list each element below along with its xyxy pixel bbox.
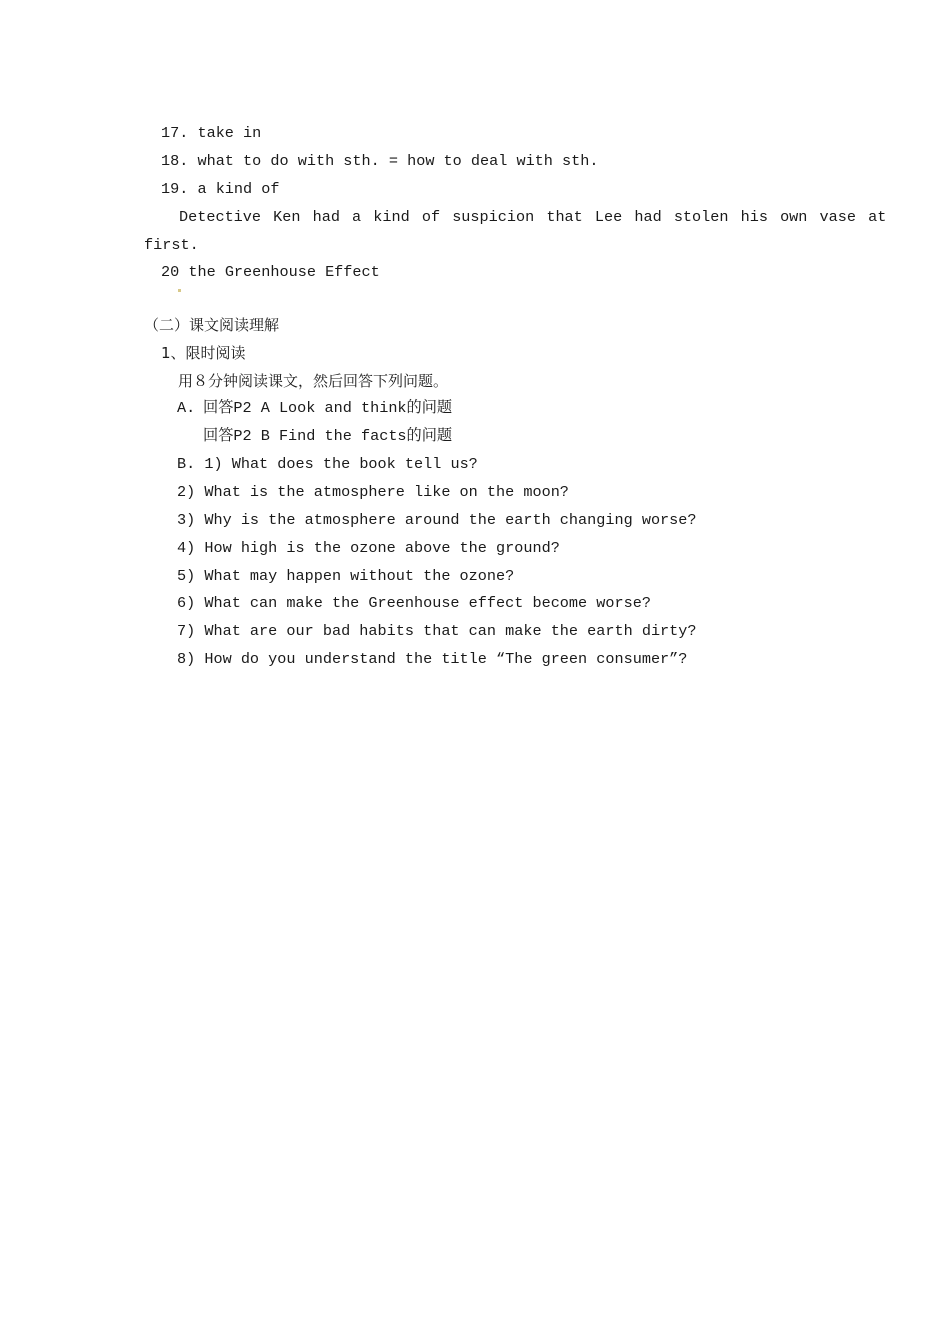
question-4 <box>177 538 560 558</box>
vocab-text: a kind of <box>197 180 280 198</box>
subheading: 1、限时阅读 <box>161 344 246 362</box>
vocab-text: the Greenhouse Effect <box>188 263 380 281</box>
part-b-label: B. <box>177 455 196 473</box>
question-text: Why is the atmosphere around the earth changing worse? <box>204 511 697 529</box>
question-3 <box>177 510 697 530</box>
vocab-text: what to do with sth. = how to deal with sth. <box>197 152 599 170</box>
vocab-number: 18. <box>161 152 189 170</box>
part-a-line-1: 回答P2 A Look and think的问题 <box>203 399 453 417</box>
question-text: What does the book tell us? <box>231 455 478 473</box>
instruction: 用８分钟阅读课文，然后回答下列问题。 <box>178 372 449 390</box>
part-a-label: A. <box>177 399 196 417</box>
question-number: 4) <box>177 539 196 557</box>
question-text: What can make the Greenhouse effect become worse? <box>204 594 651 612</box>
part-a-line-2: 回答P2 B Find the facts的问题 <box>203 427 453 445</box>
question-number: 2) <box>177 483 196 501</box>
vocab-number: 17. <box>161 124 189 142</box>
question-number: 1) <box>204 455 223 473</box>
example-sentence-line-1: Detective Ken had a kind of suspicion that Lee had stolen his own vase at <box>179 208 887 226</box>
question-text: What may happen without the ozone? <box>204 567 515 585</box>
question-6 <box>177 593 651 613</box>
vocab-item-17 <box>161 123 261 143</box>
question-text: What are our bad habits that can make the earth dirty? <box>204 622 697 640</box>
question-text: How high is the ozone above the ground? <box>204 539 560 557</box>
vocab-number: 20 <box>161 263 180 281</box>
vocab-item-20 <box>161 262 380 282</box>
vocab-item-19 <box>161 179 280 199</box>
question-text: What is the atmosphere like on the moon? <box>204 483 569 501</box>
question-number: 7) <box>177 622 196 640</box>
question-5 <box>177 566 514 586</box>
section-heading: （二）课文阅读理解 <box>144 316 280 334</box>
question-number: 3) <box>177 511 196 529</box>
question-number: 8) <box>177 650 196 668</box>
vocab-item-18 <box>161 151 598 171</box>
vocab-text: take in <box>197 124 262 142</box>
question-8 <box>177 649 687 669</box>
question-text: How do you understand the title “The green consumer”? <box>204 650 688 668</box>
part-b-line-1 <box>177 454 478 474</box>
question-number: 5) <box>177 567 196 585</box>
question-7 <box>177 621 697 641</box>
question-number: 6) <box>177 594 196 612</box>
vocab-number: 19. <box>161 180 189 198</box>
question-2 <box>177 482 569 502</box>
example-sentence-line-2: first. <box>144 236 199 254</box>
